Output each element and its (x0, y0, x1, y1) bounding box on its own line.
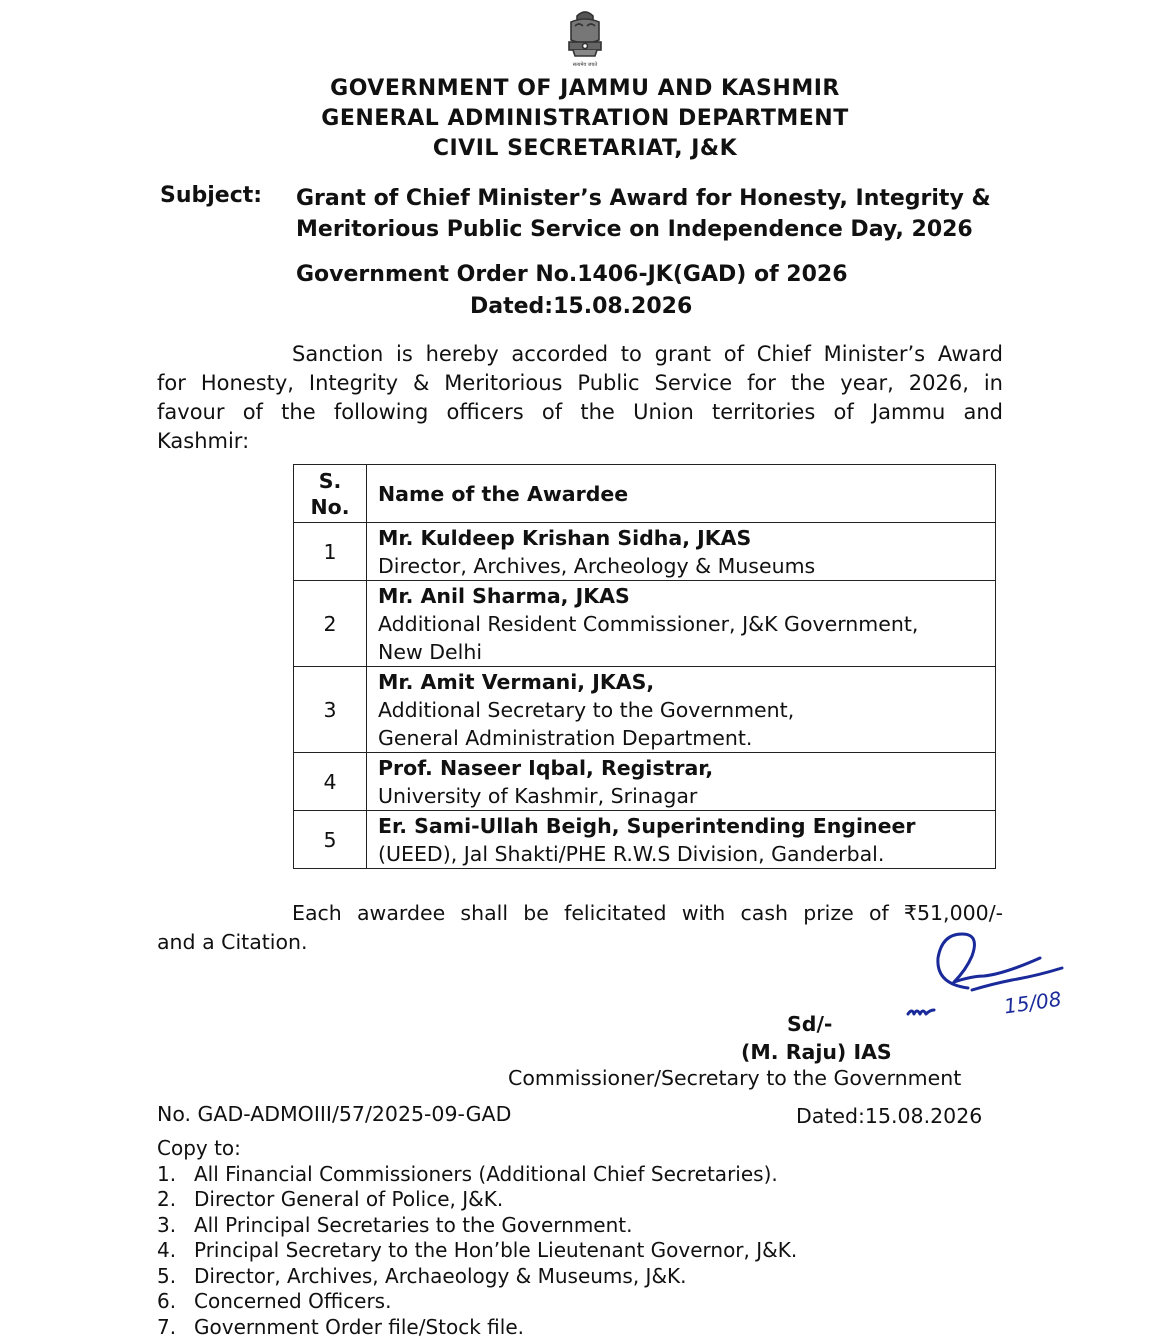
row-awardee (367, 581, 996, 667)
item-number: 3. (157, 1212, 177, 1237)
table-row (294, 523, 996, 581)
item-number: 6. (157, 1289, 177, 1313)
row-sno: 3 (294, 667, 367, 753)
awardee-designation-2: General Administration Department. (378, 725, 753, 750)
para1-line2: for Honesty, Integrity & Meritorious Public Service for the year, 2026, in (157, 371, 1003, 395)
signature-scribble (900, 928, 1075, 1020)
table-row (294, 667, 996, 753)
emblem-motto: सत्यमेव जयते (572, 62, 598, 68)
item-number: 1. (157, 1161, 177, 1186)
copy-to-label: Copy to: (157, 1136, 241, 1160)
awardee-name: Mr. Kuldeep Krishan Sidha, JKAS (378, 525, 752, 550)
list-item (157, 1315, 797, 1341)
row-awardee (367, 667, 996, 753)
subject-label: Subject: (160, 183, 263, 208)
list-item (157, 1289, 797, 1315)
row-sno: 4 (294, 753, 367, 811)
para2-line1: Each awardee shall be felicitated with cash prize of ₹51,000/- (292, 901, 1003, 925)
item-number: 7. (157, 1314, 177, 1339)
header-secretariat: CIVIL SECRETARIAT, J&K (432, 136, 738, 161)
reference-number: No. GAD-ADMOIII/57/2025-09-GAD (157, 1102, 512, 1126)
table-row (294, 811, 996, 869)
list-item (157, 1238, 797, 1264)
awardee-designation: Additional Resident Commissioner, J&K Government, (378, 611, 919, 636)
table-header-row (294, 465, 996, 523)
subject-line-2: Meritorious Public Service on Independence Day, 2026 (296, 217, 973, 242)
list-item (157, 1162, 797, 1188)
row-sno: 5 (294, 811, 367, 869)
list-item (157, 1213, 797, 1239)
item-text: Director, Archives, Archaeology & Museums, J&K. (194, 1263, 687, 1288)
table-row (294, 753, 996, 811)
row-awardee (367, 523, 996, 581)
awardee-name: Mr. Anil Sharma, JKAS (378, 583, 630, 608)
table-row (294, 581, 996, 667)
item-text: Concerned Officers. (194, 1289, 392, 1313)
awardee-table (293, 464, 996, 869)
awardee-designation: (UEED), Jal Shakti/PHE R.W.S Division, Ganderbal. (378, 841, 885, 866)
sno-header (294, 465, 367, 523)
para2-line2: and a Citation. (157, 930, 308, 954)
awardee-designation-2: New Delhi (378, 639, 483, 664)
row-awardee (367, 753, 996, 811)
order-number: Government Order No.1406-JK(GAD) of 2026 (296, 262, 848, 287)
item-text: All Financial Commissioners (Additional Chief Secretaries). (194, 1161, 778, 1186)
row-awardee (367, 811, 996, 869)
subject-line-1: Grant of Chief Minister’s Award for Honesty, Integrity & (296, 186, 991, 211)
para1-line3: favour of the following officers of the Union territories of Jammu and (157, 400, 1003, 424)
awardee-name: Er. Sami-Ullah Beigh, Superintending Engineer (378, 813, 916, 838)
signatory-name: (M. Raju) IAS (741, 1040, 892, 1064)
name-header: Name of the Awardee (367, 465, 996, 523)
item-text: Principal Secretary to the Hon’ble Lieutenant Governor, J&K. (194, 1238, 798, 1262)
item-text: Government Order file/Stock file. (194, 1314, 524, 1339)
para1-line4: Kashmir: (157, 429, 250, 453)
list-item (157, 1264, 797, 1290)
header-govt: GOVERNMENT OF JAMMU AND KASHMIR (330, 76, 840, 101)
signatory-designation: Commissioner/Secretary to the Government (508, 1066, 962, 1090)
awardee-designation: Additional Secretary to the Government, (378, 697, 795, 722)
item-text: Director General of Police, J&K. (194, 1187, 504, 1211)
item-number: 2. (157, 1187, 177, 1211)
order-date: Dated:15.08.2026 (470, 294, 693, 319)
state-emblem-icon (557, 6, 613, 72)
reference-date: Dated:15.08.2026 (796, 1104, 983, 1128)
signature-date: 15/08 (1002, 986, 1063, 1019)
copy-to-list (157, 1136, 797, 1340)
row-sno: 1 (294, 523, 367, 581)
sd-mark: Sd/- (787, 1012, 833, 1036)
para1-line1: Sanction is hereby accorded to grant of Chief Minister’s Award (292, 342, 1003, 366)
sno-header-line1: S. (318, 468, 342, 493)
awardee-designation: Director, Archives, Archeology & Museums (378, 553, 816, 578)
item-number: 5. (157, 1263, 177, 1288)
header-dept: GENERAL ADMINISTRATION DEPARTMENT (321, 106, 849, 131)
row-sno: 2 (294, 581, 367, 667)
awardee-name: Mr. Amit Vermani, JKAS, (378, 669, 655, 694)
list-item (157, 1187, 797, 1213)
sno-header-line2: No. (310, 494, 350, 519)
awardee-name: Prof. Naseer Iqbal, Registrar, (378, 755, 714, 780)
item-number: 4. (157, 1238, 177, 1262)
awardee-designation: University of Kashmir, Srinagar (378, 783, 698, 808)
subject-text (296, 183, 1016, 245)
item-text: All Principal Secretaries to the Government. (194, 1212, 633, 1237)
